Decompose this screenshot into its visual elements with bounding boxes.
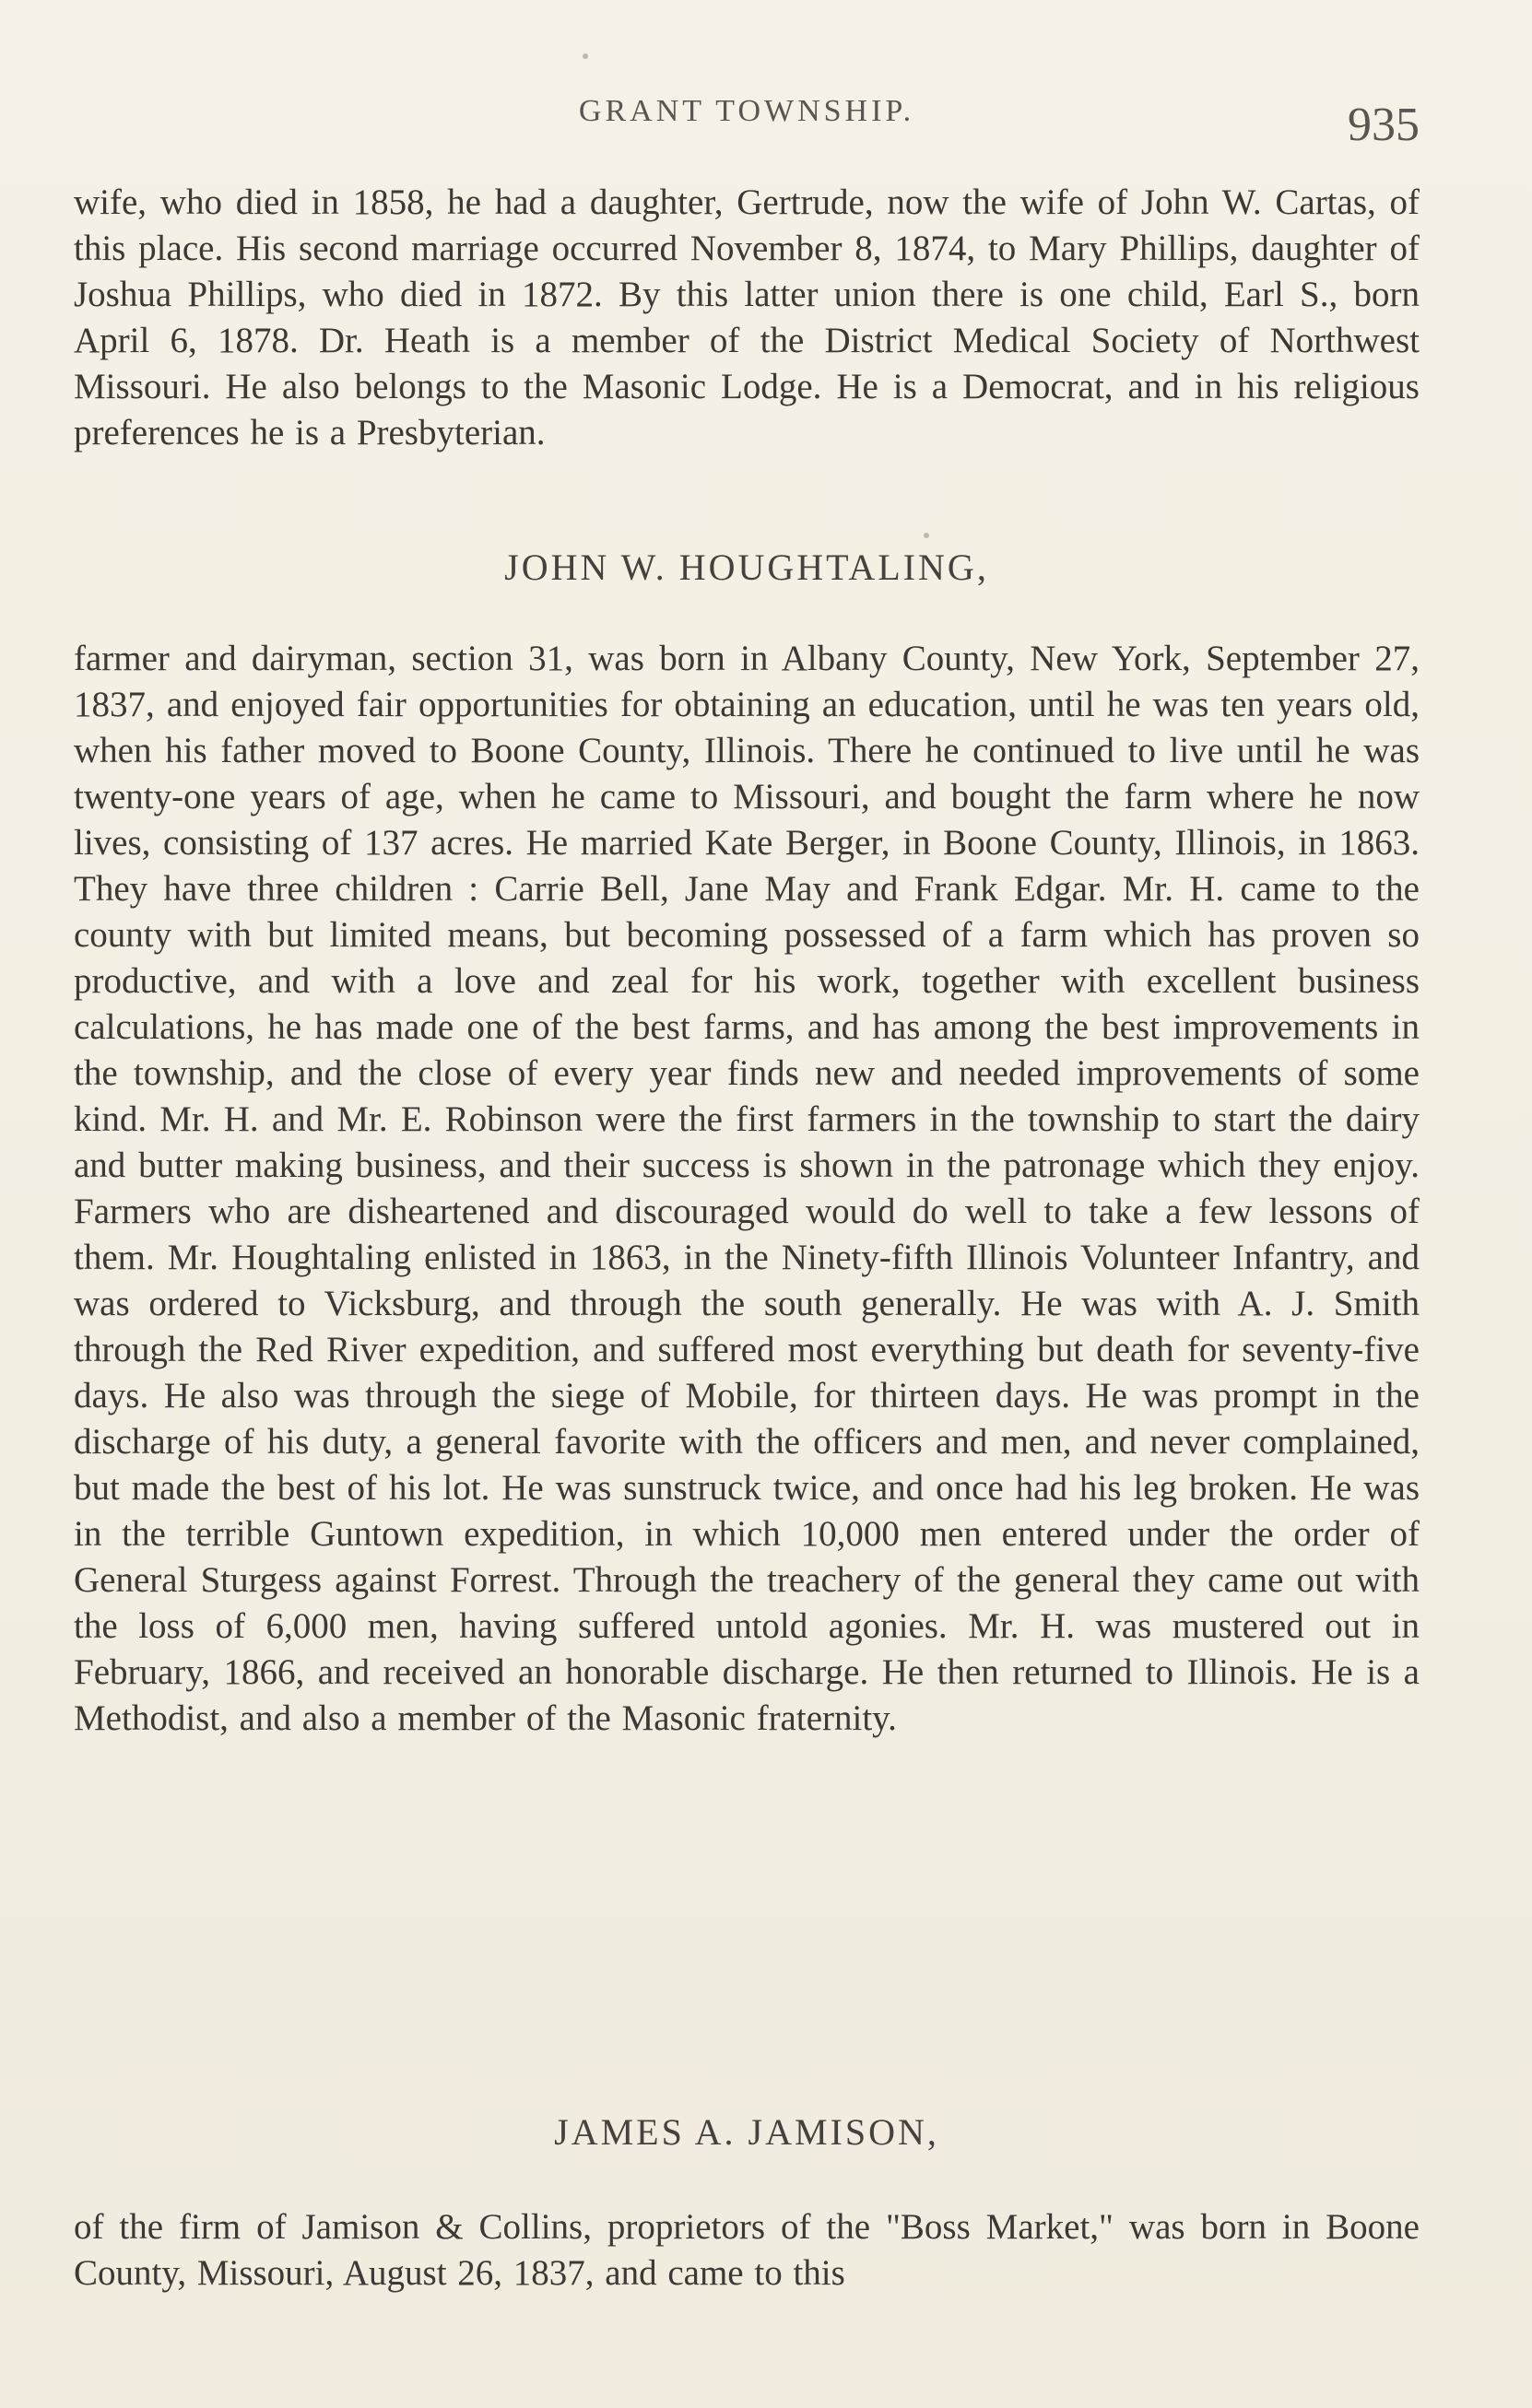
section-heading: JOHN W. HOUGHTALING, <box>504 546 989 588</box>
paragraph-heath-continued <box>74 180 1420 456</box>
section-heading: JAMES A. JAMISON, <box>554 2111 939 2153</box>
paper-fleck <box>583 53 588 59</box>
section-heading-jamison <box>74 2110 1420 2154</box>
paragraph-houghtaling <box>74 636 1420 1742</box>
section-heading-houghtaling <box>74 546 1420 589</box>
running-head <box>74 85 1420 151</box>
paragraph-text: of the firm of Jamison & Collins, proprietors of the "Boss Market," was born in Boone County, Missouri, August 26, 1837, and came to this <box>74 2207 1420 2293</box>
paragraph-text: wife, who died in 1858, he had a daughter, Gertrude, now the wife of John W. Cartas, of this place. His second marriage occurred November 8, 1874, to Mary Phillips, daughter of Joshua Phillips, who died in 1872. By this latter union there is one child, Earl S., born April 6, 1878. Dr. Heath is a member of the District Medical Society of Northwest Missouri. He also belongs to the Masonic Lodge. He is a Democrat, and in his religious preferences he is a Presbyterian. <box>74 182 1420 452</box>
paragraph-text: farmer and dairyman, section 31, was born in Albany County, New York, September 27, 1837, and enjoyed fair opportunities for obtaining an education, until he was ten years old, when his father moved to Boone County, Illinois. There he continued to live until he was twenty-one years of age, when he came to Missouri, and bought the farm where he now lives, consisting of 137 acres. He married Kate Berger, in Boone County, Illinois, in 1863. They have three children : Carrie Bell, Jane May and Frank Edgar. Mr. H. came to the county with but limited means, but becoming possessed of a farm which has proven so productive, and with a love and zeal for his work, together with excellent business calculations, he has made one of the best farms, and has among the best improvements in the township, and the close of every year finds new and needed improvements of some kind. Mr. H. and Mr. E. Robinson were the first farmers in the township to start the dairy and butter making business, and their success is shown in the patronage which they enjoy. Farmers who are disheartened and discouraged would do well to take a few lessons of them. Mr. Houghtaling enlisted in 1863, in the Ninety-fifth Illinois Volunteer Infantry, and was ordered to Vicksburg, and through the south generally. He was with A. J. Smith through the Red River expedition, and suffered most everything but death for seventy-five days. He also was through the siege of Mobile, for thirteen days. He was prompt in the discharge of his duty, a general favorite with the officers and men, and never complained, but made the best of his lot. He was sunstruck twice, and once had his leg broken. He was in the terrible Guntown expedition, in which 10,000 men entered under the order of General Sturgess against Forrest. Through the treachery of the general they came out with the loss of 6,000 men, having suffered untold agonies. Mr. H. was mustered out in February, 1866, and received an honorable discharge. He then returned to Illinois. He is a Methodist, and also a member of the Masonic fraternity. <box>74 639 1420 1738</box>
paragraph-jamison <box>74 2204 1420 2296</box>
page-number: 935 <box>1348 99 1420 151</box>
running-title: GRANT TOWNSHIP. <box>578 94 915 128</box>
paper-fleck <box>924 533 929 538</box>
